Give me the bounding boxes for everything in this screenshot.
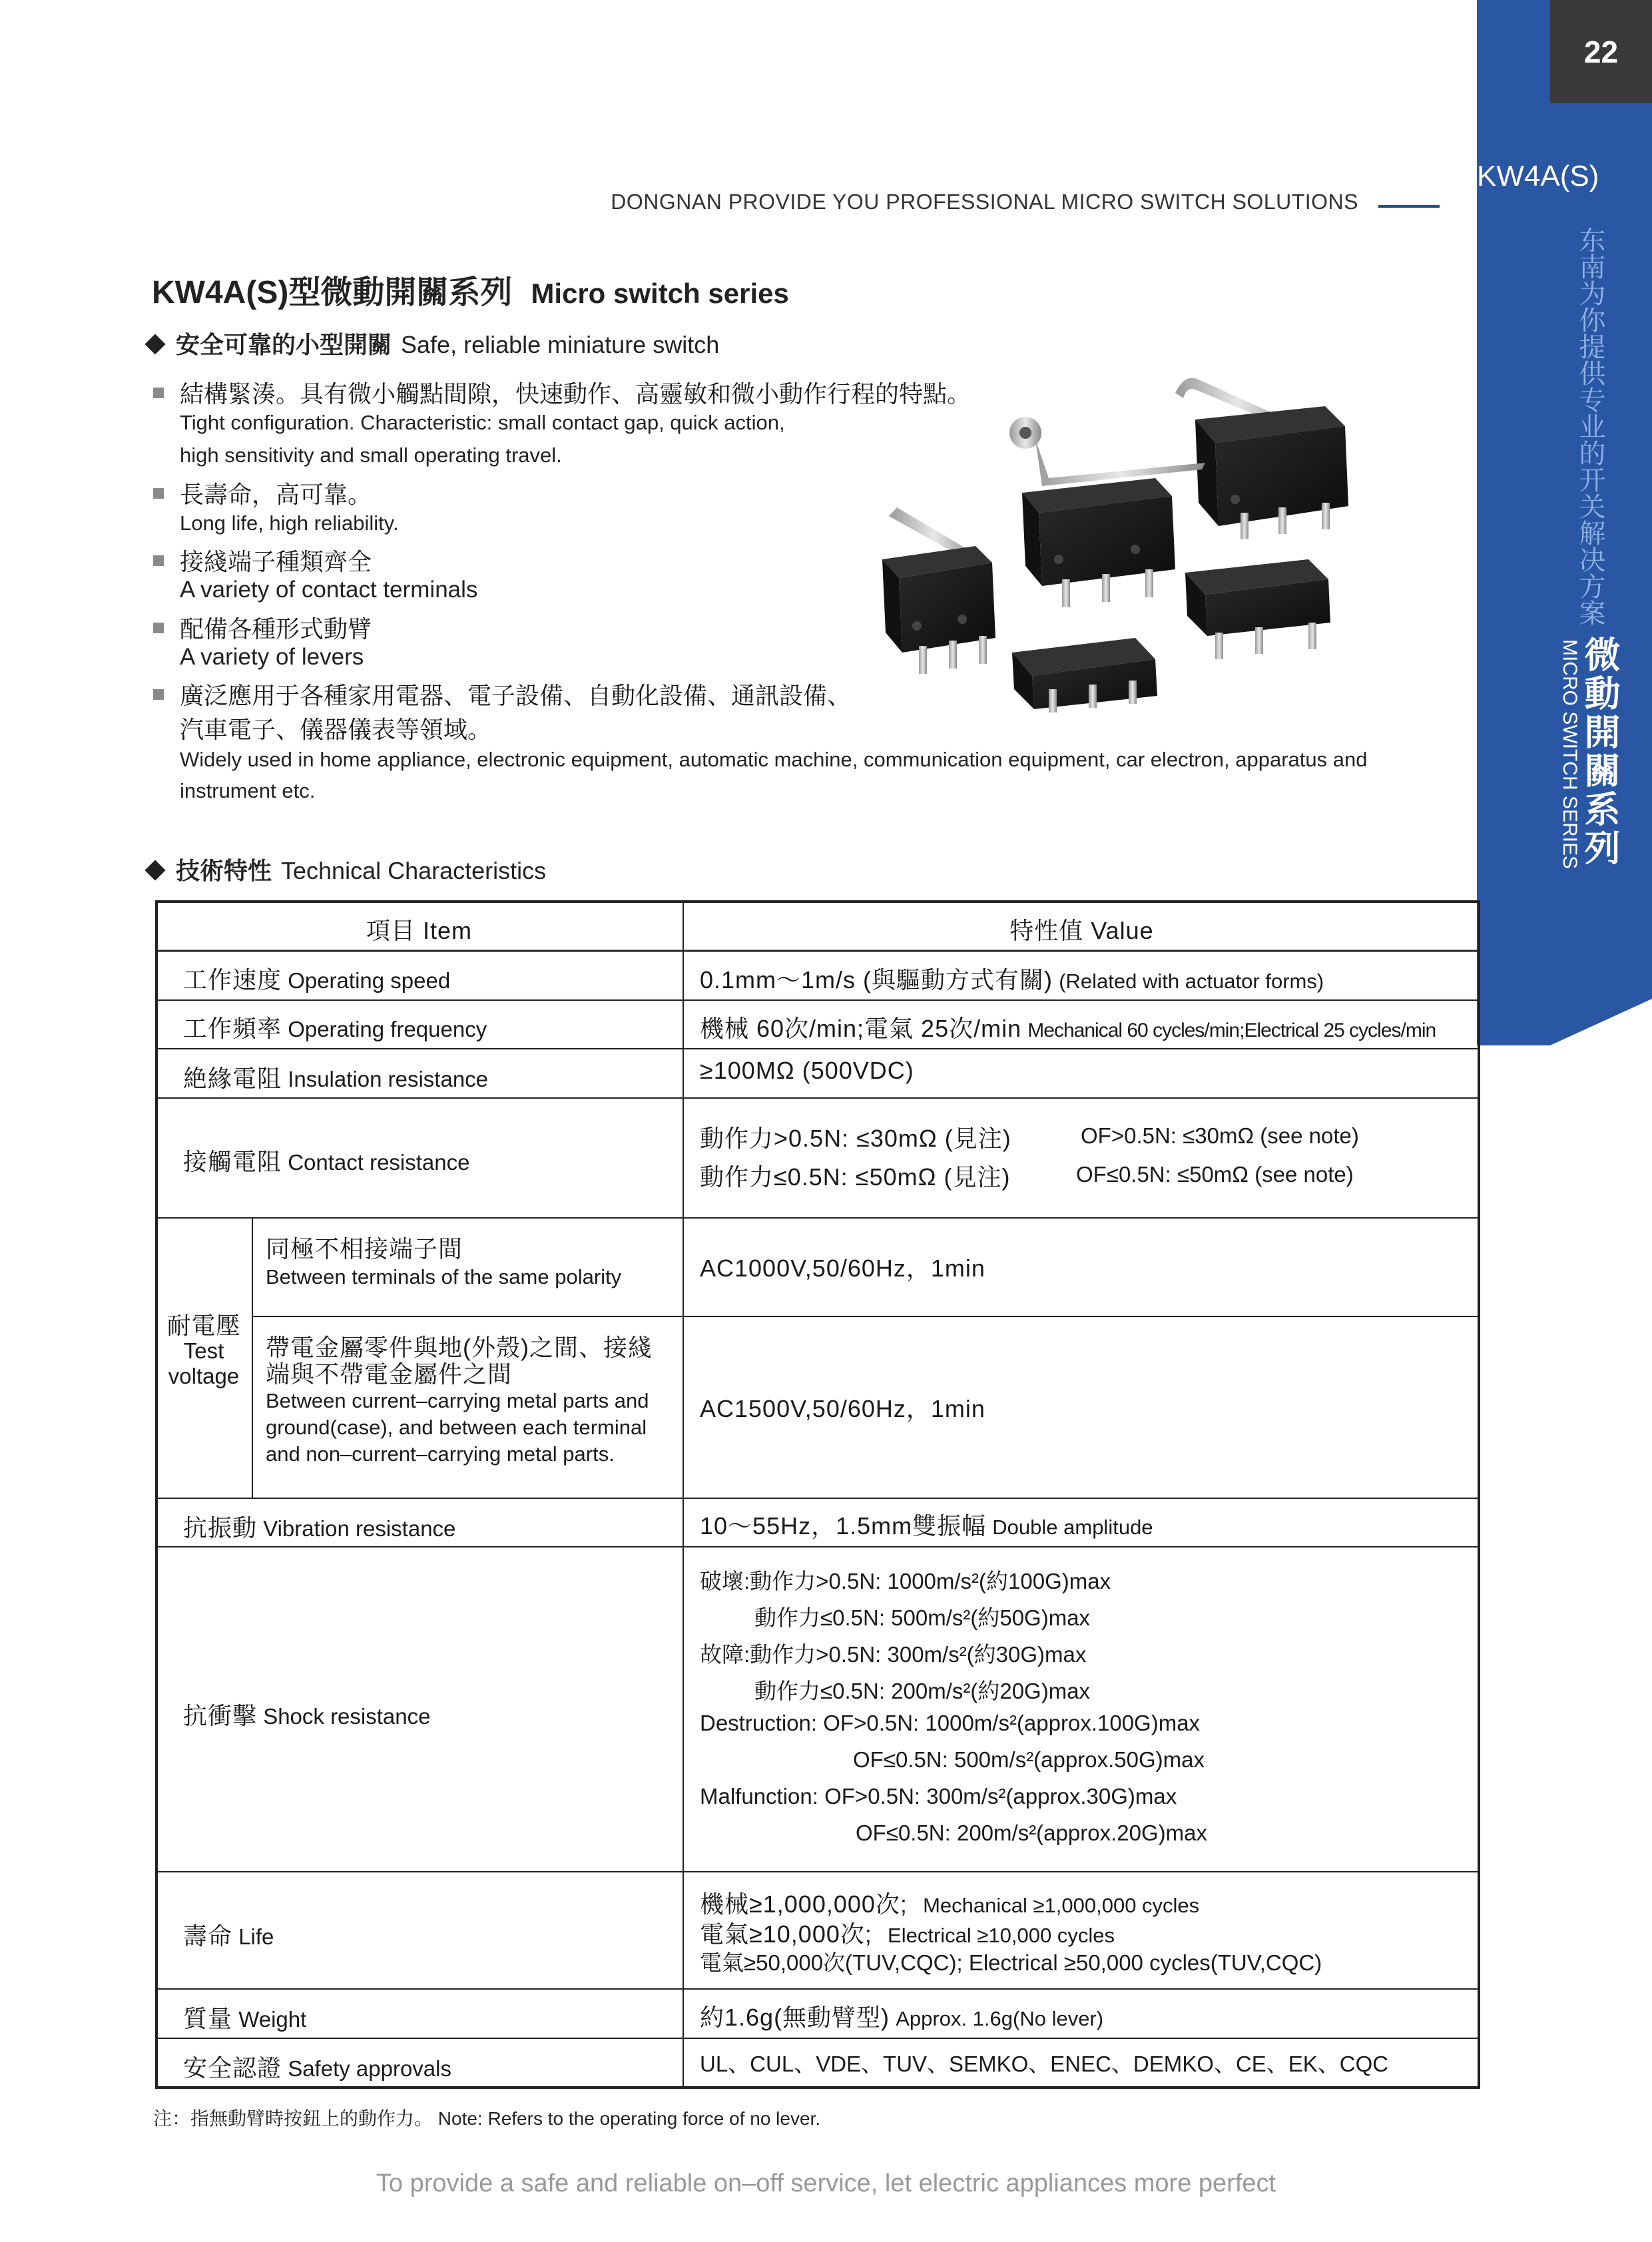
row-test-voltage-2-value: AC1500V,50/60Hz，1min bbox=[700, 1395, 985, 1422]
row-shock-value-2: 動作力≤0.5N: 500m/s²(約50G)max bbox=[754, 1605, 1091, 1630]
row-shock-label: 抗衝擊 Shock resistance bbox=[183, 1702, 431, 1729]
row-shock-value-5: Destruction: OF>0.5N: 1000m/s²(approx.100G)max bbox=[700, 1711, 1201, 1735]
row-life-value-2: 電氣≥10,000次; Electrical ≥10,000 cycles bbox=[700, 1920, 1115, 1948]
band-series-cn: 微動開關系列 bbox=[1579, 636, 1621, 868]
row-weight-label: 質量 Weight bbox=[183, 2005, 307, 2032]
row-vibration-label: 抗振動 Vibration resistance bbox=[183, 1514, 456, 1541]
table-footnote: 注：指無動臂時按鈕上的動作力。 Note: Refers to the operating force of no lever. bbox=[153, 2108, 821, 2129]
row-shock-value-7: Malfunction: OF>0.5N: 300m/s²(approx.30G)max bbox=[700, 1784, 1177, 1809]
diamond-bullet-icon bbox=[144, 334, 165, 355]
row-test-voltage-2-label: 帶電金屬零件與地(外殼)之間、接綫 端與不帶電金屬件之間 Between current–carrying metal parts and ground(case), and between each terminal and non–current–carrying metal parts. bbox=[266, 1334, 653, 1466]
side-band bbox=[1477, 0, 1652, 1045]
row-safety-label: 安全認證 Safety approvals bbox=[183, 2054, 451, 2082]
square-bullet-icon bbox=[153, 388, 164, 398]
row-test-voltage-label: 耐電壓 Test voltage bbox=[166, 1312, 241, 1388]
band-model-label: KW4A(S) bbox=[1477, 160, 1599, 192]
feature-1-en-line1: Tight configuration. Characteristic: small contact gap, quick action, bbox=[180, 411, 785, 434]
title-cn: KW4A(S)型微動開關系列 bbox=[152, 275, 513, 310]
row-speed-label: 工作速度 Operating speed bbox=[183, 966, 451, 993]
feature-4-en: A variety of levers bbox=[180, 644, 364, 670]
row-shock-value-1: 破壞:動作力>0.5N: 1000m/s²(約100G)max bbox=[700, 1569, 1111, 1593]
row-contact-label: 接觸電阻 Contact resistance bbox=[183, 1148, 470, 1175]
section1-title-en: Safe, reliable miniature switch bbox=[401, 331, 720, 358]
feature-1: 結構緊湊。具有微小觸點間隙，快速動作、高靈敏和微小動作行程的特點。 bbox=[153, 376, 971, 410]
feature-5-cn-line2: 汽車電子、儀器儀表等領域。 bbox=[180, 716, 492, 743]
row-insulation-label: 絶緣電阻 Insulation resistance bbox=[183, 1065, 489, 1092]
row-life-value-1: 機械≥1,000,000次; Mechanical ≥1,000,000 cycles bbox=[700, 1890, 1200, 1918]
col-header-item: 項目 Item bbox=[366, 917, 473, 944]
square-bullet-icon bbox=[153, 555, 164, 566]
square-bullet-icon bbox=[153, 623, 164, 633]
row-frequency-value: 機械 60次/min;電氣 25次/min Mechanical 60 cycles/min;Electrical 25 cycles/min bbox=[700, 1015, 1436, 1042]
row-test-voltage-1-label: 同極不相接端子間 Between terminals of the same polarity bbox=[266, 1235, 622, 1288]
section2-title-cn: 技術特性 bbox=[176, 857, 272, 884]
col-header-value: 特性值 Value bbox=[1009, 917, 1154, 944]
footer-slogan: To provide a safe and reliable on–off service, let electric appliances more perfect bbox=[376, 2169, 1276, 2197]
row-test-voltage-1-value: AC1000V,50/60Hz，1min bbox=[700, 1255, 985, 1282]
header-tagline: DONGNAN PROVIDE YOU PROFESSIONAL MICRO SWITCH SOLUTIONS bbox=[611, 190, 1358, 214]
square-bullet-icon bbox=[153, 689, 164, 700]
square-bullet-icon bbox=[153, 488, 164, 499]
feature-5: 廣泛應用于各種家用電器、電子設備、自動化設備、通訊設備、 bbox=[153, 677, 851, 711]
band-series-en: MICRO SWITCH SERIES bbox=[1559, 639, 1581, 870]
row-speed-value: 0.1mm～1m/s (與驅動方式有關) (Related with actuator forms) bbox=[700, 966, 1324, 993]
page-title bbox=[152, 266, 789, 312]
section1-title-cn: 安全可靠的小型開關 bbox=[176, 331, 392, 358]
row-life-value-3: 電氣≥50,000次(TUV,CQC); Electrical ≥50,000 cycles(TUV,CQC) bbox=[700, 1950, 1322, 1975]
feature-2: 長壽命，高可靠。 bbox=[153, 476, 372, 510]
page-number: 22 bbox=[1550, 0, 1652, 103]
feature-4: 配備各種形式動臂 bbox=[153, 611, 372, 645]
feature-5-en-line1: Widely used in home appliance, electronic equipment, automatic machine, communication equipment, car electron, apparatus and bbox=[180, 748, 1368, 771]
row-contact-value-1: 動作力>0.5N: ≤30mΩ (見注) bbox=[700, 1125, 1011, 1152]
row-insulation-value: ≥100MΩ (500VDC) bbox=[700, 1057, 914, 1084]
row-shock-value-8: OF≤0.5N: 200m/s²(approx.20G)max bbox=[856, 1821, 1207, 1845]
section2-title-en: Technical Characteristics bbox=[281, 857, 547, 884]
row-weight-value: 約1.6g(無動臂型) Approx. 1.6g(No lever) bbox=[700, 2004, 1104, 2031]
feature-3: 接綫端子種類齊全 bbox=[153, 543, 372, 577]
section-safe-switch bbox=[148, 326, 719, 360]
row-contact-value-2-en: OF≤0.5N: ≤50mΩ (see note) bbox=[1076, 1162, 1354, 1187]
row-shock-value-3: 故障:動作力>0.5N: 300m/s²(約30G)max bbox=[700, 1642, 1087, 1667]
section-technical bbox=[148, 852, 546, 886]
row-shock-value-6: OF≤0.5N: 500m/s²(approx.50G)max bbox=[853, 1747, 1205, 1772]
row-life-label: 壽命 Life bbox=[183, 1922, 274, 1950]
diamond-bullet-icon bbox=[144, 860, 165, 881]
row-contact-value-1-en: OF>0.5N: ≤30mΩ (see note) bbox=[1081, 1123, 1359, 1148]
row-vibration-value: 10～55Hz，1.5mm雙振幅 Double amplitude bbox=[700, 1512, 1153, 1540]
feature-2-en: Long life, high reliability. bbox=[180, 511, 399, 535]
feature-3-en: A variety of contact terminals bbox=[180, 577, 478, 603]
row-safety-value: UL、CUL、VDE、TUV、SEMKO、ENEC、DEMKO、CE、EK、CQC bbox=[700, 2052, 1389, 2076]
feature-1-en-line2: high sensitivity and small operating travel. bbox=[180, 443, 562, 467]
tagline-rule bbox=[1378, 205, 1440, 208]
row-frequency-label: 工作頻率 Operating frequency bbox=[183, 1015, 487, 1042]
product-photo bbox=[842, 366, 1362, 712]
title-en: Micro switch series bbox=[531, 278, 789, 309]
band-slogan: 东南为你提供专业的开关解决方案 bbox=[1575, 226, 1605, 626]
row-contact-value-2: 動作力≤0.5N: ≤50mΩ (見注) bbox=[700, 1163, 1011, 1191]
feature-5-en-line2: instrument etc. bbox=[180, 779, 316, 802]
spec-table bbox=[155, 900, 1480, 2089]
row-shock-value-4: 動作力≤0.5N: 200m/s²(約20G)max bbox=[754, 1679, 1091, 1703]
